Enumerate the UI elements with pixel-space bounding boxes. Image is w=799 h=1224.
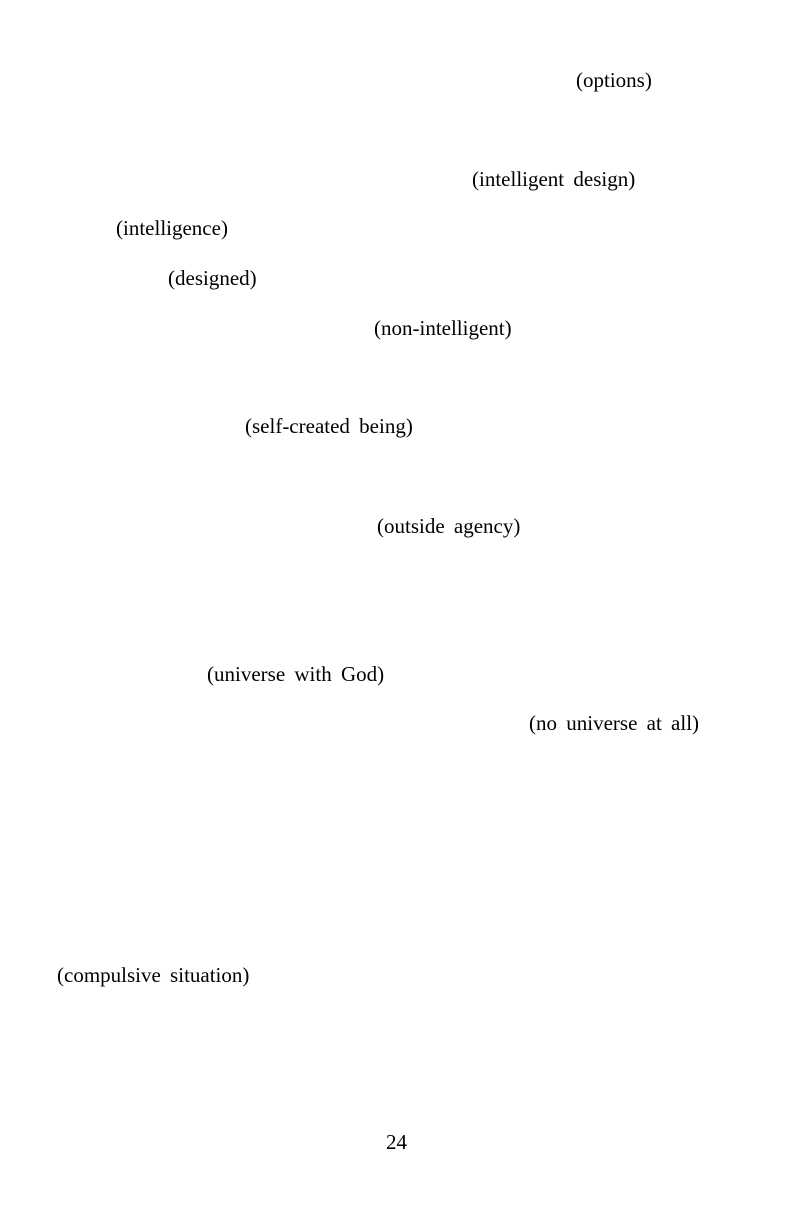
fragment-intelligent-design: (intelligent design)	[472, 167, 636, 191]
fragment-non-intelligent: (non-intelligent)	[374, 316, 512, 340]
fragment-options: (options)	[576, 68, 652, 92]
fragment-designed: (designed)	[168, 266, 257, 290]
fragment-compulsive-situation: (compulsive situation)	[57, 963, 250, 987]
page-number: 24	[386, 1130, 407, 1154]
fragment-outside-agency: (outside agency)	[377, 514, 521, 538]
fragment-intelligence: (intelligence)	[116, 216, 228, 240]
fragment-no-universe-at-all: (no universe at all)	[529, 711, 700, 735]
fragment-universe-with-god: (universe with God)	[207, 662, 385, 686]
fragment-self-created-being: (self-created being)	[245, 414, 413, 438]
